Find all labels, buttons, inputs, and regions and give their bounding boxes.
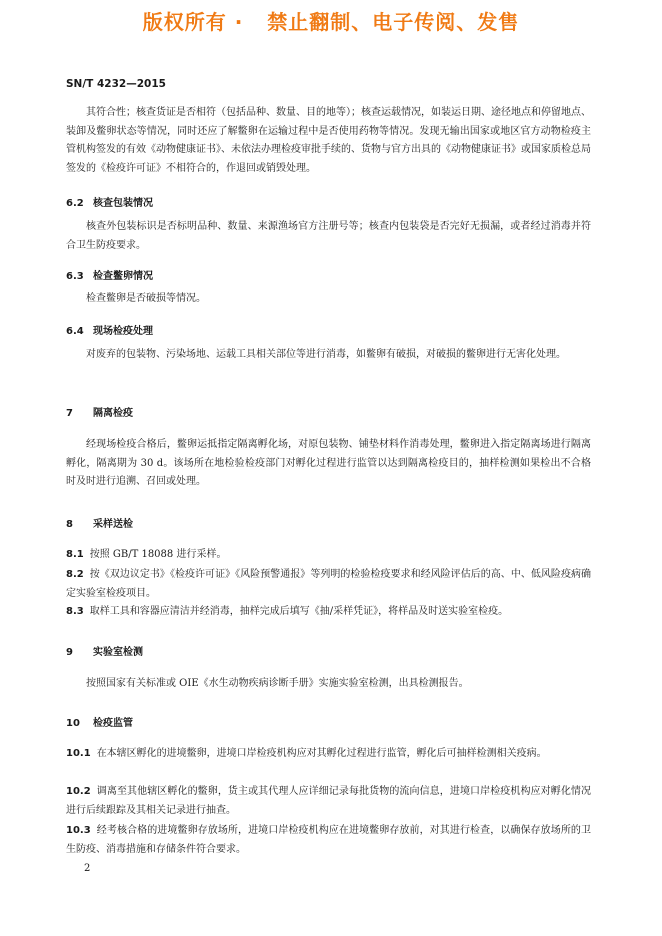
section-title: 检查鳖卵情况 — [93, 271, 153, 282]
section-body-9: 按照国家有关标准或 OIE《水生动物疾病诊断手册》实施实验室检测，出具检测报告。 — [86, 678, 469, 689]
item-number: 10.3 — [66, 825, 91, 836]
page-number: 2 — [84, 863, 91, 874]
item-text: 按《双边议定书》《检疫许可证》《风险预警通报》等列明的检验检疫要求和经风险评估后的高、中、低风险疫病确定实验室检疫项目。 — [66, 569, 591, 599]
section-heading-7 — [66, 404, 133, 419]
list-item-8-3 — [66, 603, 591, 622]
item-number: 8.3 — [66, 606, 84, 617]
section-title: 实验室检测 — [93, 647, 143, 658]
section-body-7: 经现场检疫合格后，鳖卵运抵指定隔离孵化场，对原包装物、铺垫材料作消毒处理，鳖卵进入指定隔离场进行隔离孵化，隔离期为 30 d。该场所在地检验检疫部门对孵化过程进行监管以达到隔离检疫目的，抽样检测如果检出不合格时及时进行追溯、召回或处理。 — [66, 439, 591, 487]
section-heading-9 — [66, 643, 143, 658]
item-number: 8.1 — [66, 549, 84, 560]
section-number: 6.3 — [66, 271, 84, 282]
section-number: 6.2 — [66, 198, 84, 209]
item-text: 在本辖区孵化的进境鳖卵，进境口岸检疫机构应对其孵化过程进行监管，孵化后可抽样检测相关疫病。 — [96, 748, 547, 759]
section-number: 9 — [66, 647, 73, 658]
section-title: 核查包装情况 — [93, 198, 153, 209]
list-item-10-3 — [66, 822, 591, 859]
section-body-6-2: 核查外包装标识是否标明品种、数量、来源渔场官方注册号等；核查内包装袋是否完好无损漏，或者经过消毒并符合卫生防疫要求。 — [66, 221, 591, 251]
section-heading-6-3 — [66, 267, 153, 282]
section-number: 8 — [66, 519, 73, 530]
section-title: 检疫监管 — [93, 718, 133, 729]
section-body-6-3: 检查鳖卵是否破损等情况。 — [86, 293, 206, 304]
section-heading-6-2 — [66, 194, 153, 209]
section-number: 7 — [66, 408, 73, 419]
item-number: 8.2 — [66, 569, 84, 580]
item-number: 10.1 — [66, 748, 91, 759]
section-title: 采样送检 — [93, 519, 133, 530]
list-item-10-1 — [66, 745, 591, 764]
item-text: 调离至其他辖区孵化的鳖卵，货主或其代理人应详细记录每批货物的流向信息，进境口岸检疫机构应对孵化情况进行后续跟踪及其相关记录进行抽查。 — [66, 786, 591, 816]
item-text: 按照 GB/T 18088 进行采样。 — [89, 549, 227, 560]
item-text: 取样工具和容器应清洁并经消毒，抽样完成后填写《抽/采样凭证》，将样品及时送实验室检疫。 — [89, 606, 509, 617]
list-item-8-2 — [66, 566, 591, 603]
section-title: 隔离检疫 — [93, 408, 133, 419]
section-heading-8 — [66, 515, 133, 530]
section-number: 6.4 — [66, 326, 84, 337]
section-title: 现场检疫处理 — [93, 326, 153, 337]
item-text: 经考核合格的进境鳖卵存放场所，进境口岸检疫机构应在进境鳖卵存放前，对其进行检查，以确保存放场所的卫生防疫、消毒措施和存储条件符合要求。 — [66, 825, 591, 855]
list-item-10-2 — [66, 783, 591, 820]
section-body-6-4: 对废弃的包装物、污染场地、运载工具相关部位等进行消毒，如鳖卵有破损，对破损的鳖卵进行无害化处理。 — [86, 349, 566, 360]
standard-number: SN/T 4232—2015 — [66, 78, 166, 90]
item-number: 10.2 — [66, 786, 91, 797]
section-heading-10 — [66, 714, 133, 729]
list-item-8-1 — [66, 546, 591, 565]
section-number: 10 — [66, 718, 80, 729]
copyright-watermark: 版权所有 · 禁止翻制、电子传阅、发售 — [142, 10, 520, 34]
intro-paragraph: 其符合性；核查货证是否相符（包括品种、数量、目的地等）；核查运载情况，如装运日期、途径地点和停留地点、装卸及鳖卵状态等情况，同时还应了解鳖卵在运输过程中是否使用药物等情况。发现无输出国家或地区官方动物检疫主管机构签发的有效《动物健康证书》、未依法办理检疫审批手续的、货物与官方出具的《动物健康证书》或国家质检总局签发的《检疫许可证》不相符合的，作退回或销毁处理。 — [66, 107, 591, 174]
section-heading-6-4 — [66, 322, 153, 337]
